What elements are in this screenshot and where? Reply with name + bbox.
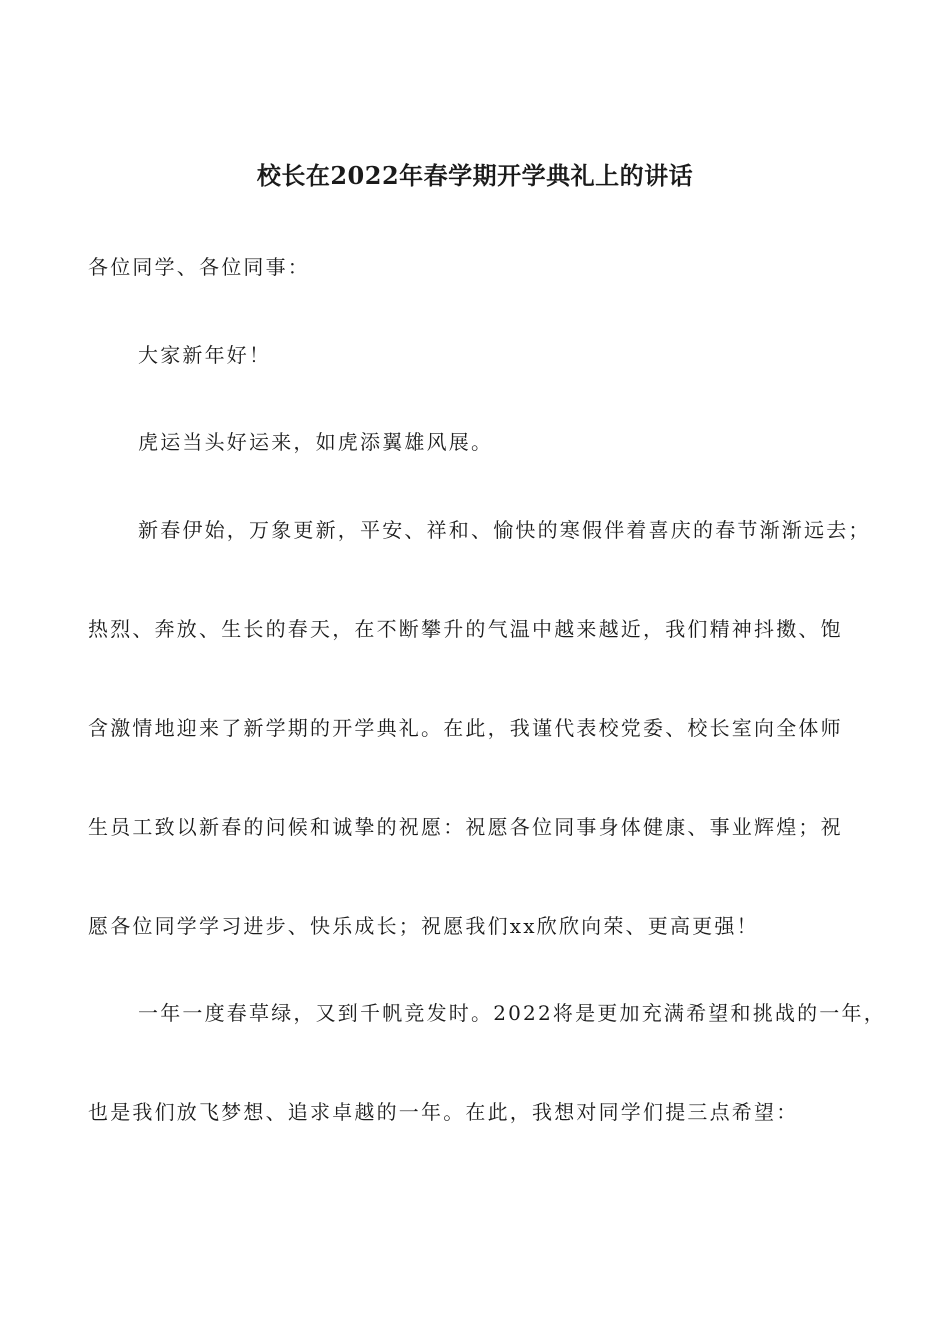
- text-line: 含激情地迎来了新学期的开学典礼。在此，我谨代表校党委、校长室向全体师: [88, 716, 843, 740]
- text-line: 也是我们放飞梦想、追求卓越的一年。在此，我想对同学们提三点希望：: [88, 1100, 799, 1124]
- salutation-line: 各位同学、各位同事：: [88, 255, 310, 279]
- text-line: 新春伊始，万象更新，平安、祥和、愉快的寒假伴着喜庆的春节渐渐远去；: [138, 518, 871, 542]
- greeting-line: 大家新年好！: [138, 343, 272, 367]
- text-line: 热烈、奔放、生长的春天，在不断攀升的气温中越来越近，我们精神抖擞、饱: [88, 617, 843, 641]
- text-line: 愿各位同学学习进步、快乐成长；祝愿我们xx欣欣向荣、更高更强！: [88, 914, 759, 938]
- page-title: 校长在2022年春学期开学典礼上的讲话: [256, 161, 694, 190]
- text-line: 生员工致以新春的问候和诚挚的祝愿：祝愿各位同事身体健康、事业辉煌；祝: [88, 815, 843, 839]
- text-line: 虎运当头好运来，如虎添翼雄风展。: [138, 430, 494, 454]
- text-line: 一年一度春草绿，又到千帆竞发时。2022将是更加充满希望和挑战的一年，: [138, 1001, 886, 1025]
